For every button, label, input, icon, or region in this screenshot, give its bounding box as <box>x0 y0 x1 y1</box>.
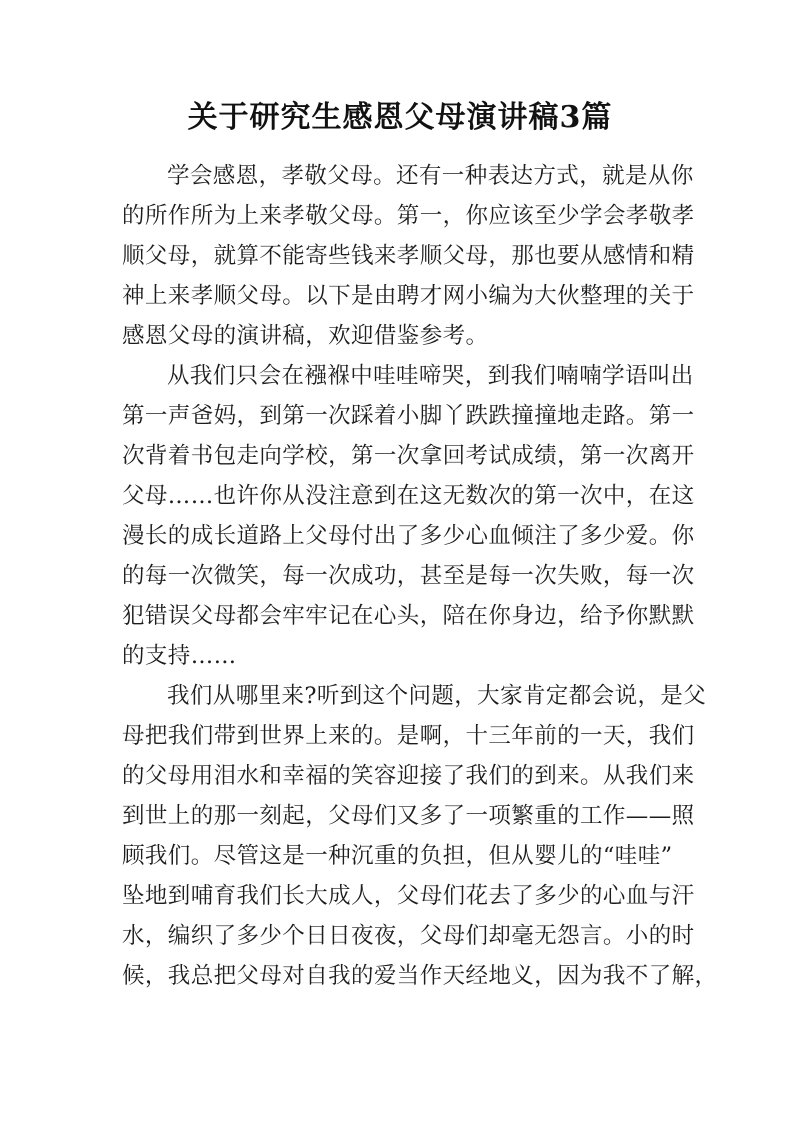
text-line: 次背着书包走向学校，第一次拿回考试成绩，第一次离开 <box>122 443 695 469</box>
text-line: 父母……也许你从没注意到在这无数次的第一次中，在这 <box>122 483 695 509</box>
text-line: 的支持…… <box>122 643 237 669</box>
text-line: 坠地到哺育我们长大成人，父母们花去了多少的心血与汗 <box>122 883 695 909</box>
paragraph-intro <box>122 156 695 356</box>
text-line: 漫长的成长道路上父母付出了多少心血倾注了多少爱。你 <box>122 523 695 549</box>
text-line: 感恩父母的演讲稿，欢迎借鉴参考。 <box>122 323 489 349</box>
text-line: 神上来孝顺父母。以下是由聘才网小编为大伙整理的关于 <box>122 283 695 309</box>
text-line: 顾我们。尽管这是一种沉重的负担，但从婴儿的“哇哇” <box>122 843 673 869</box>
text-line: 从我们只会在襁褓中哇哇啼哭，到我们喃喃学语叫出 <box>167 363 694 389</box>
document-body <box>122 156 718 996</box>
paragraph-childhood <box>122 356 695 676</box>
text-line: 候，我总把父母对自我的爱当作天经地义，因为我不了解， <box>122 963 718 989</box>
document-title: 关于研究生感恩父母演讲稿3篇 <box>187 100 613 135</box>
text-line: 的父母用泪水和幸福的笑容迎接了我们的到来。从我们来 <box>122 763 695 789</box>
text-line: 到世上的那一刻起，父母们又多了一项繁重的工作——照 <box>122 803 695 829</box>
text-line: 的每一次微笑，每一次成功，甚至是每一次失败，每一次 <box>122 563 695 589</box>
text-line: 母把我们带到世界上来的。是啊，十三年前的一天，我们 <box>122 723 695 749</box>
text-line: 学会感恩，孝敬父母。还有一种表达方式，就是从你 <box>167 163 694 189</box>
text-line: 第一声爸妈，到第一次踩着小脚丫跌跌撞撞地走路。第一 <box>122 403 695 429</box>
text-line: 顺父母，就算不能寄些钱来孝顺父母，那也要从感情和精 <box>122 243 695 269</box>
text-line: 的所作所为上来孝敬父母。第一，你应该至少学会孝敬孝 <box>122 203 695 229</box>
paragraph-origin <box>122 676 718 996</box>
text-line: 我们从哪里来?听到这个问题，大家肯定都会说，是父 <box>167 683 707 709</box>
text-line: 犯错误父母都会牢牢记在心头，陪在你身边，给予你默默 <box>122 603 695 629</box>
text-line: 水，编织了多少个日日夜夜，父母们却毫无怨言。小的时 <box>122 923 695 949</box>
